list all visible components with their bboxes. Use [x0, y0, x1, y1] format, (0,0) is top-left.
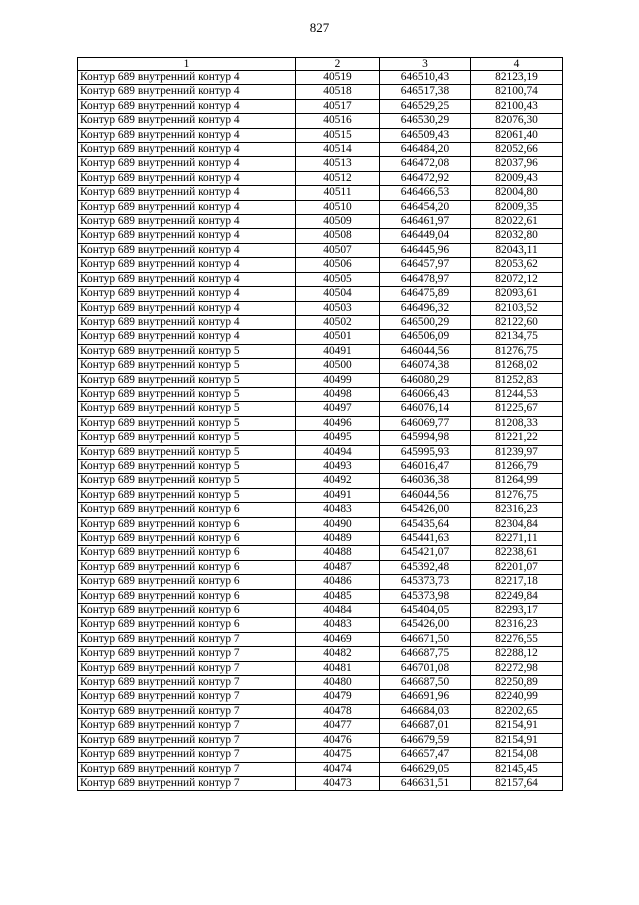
point-number-cell: 40490: [296, 517, 380, 531]
contour-name-cell: Контур 689 внутренний контур 4: [78, 243, 296, 257]
table-row: [78, 503, 563, 517]
x-coordinate-cell: 646679,59: [380, 733, 471, 747]
point-number-cell: 40469: [296, 632, 380, 646]
x-coordinate-cell: 646484,20: [380, 143, 471, 157]
contour-name-cell: Контур 689 внутренний контур 4: [78, 200, 296, 214]
y-coordinate-cell: 82293,17: [471, 604, 563, 618]
table-header-row: [78, 58, 563, 71]
y-coordinate-cell: 82271,11: [471, 532, 563, 546]
y-coordinate-cell: 82093,61: [471, 287, 563, 301]
table-row: [78, 488, 563, 502]
x-coordinate-cell: 646457,97: [380, 258, 471, 272]
x-coordinate-cell: 646500,29: [380, 315, 471, 329]
column-header-3: 3: [380, 58, 471, 71]
point-number-cell: 40513: [296, 157, 380, 171]
contour-name-cell: Контур 689 внутренний контур 5: [78, 474, 296, 488]
x-coordinate-cell: 646510,43: [380, 71, 471, 85]
y-coordinate-cell: 82316,23: [471, 503, 563, 517]
y-coordinate-cell: 82316,23: [471, 618, 563, 632]
contour-name-cell: Контур 689 внутренний контур 7: [78, 661, 296, 675]
x-coordinate-cell: 646461,97: [380, 215, 471, 229]
y-coordinate-cell: 82154,91: [471, 719, 563, 733]
table-row: [78, 258, 563, 272]
table-row: [78, 604, 563, 618]
point-number-cell: 40481: [296, 661, 380, 675]
contour-name-cell: Контур 689 внутренний контур 4: [78, 114, 296, 128]
x-coordinate-cell: 645426,00: [380, 503, 471, 517]
y-coordinate-cell: 82022,61: [471, 215, 563, 229]
y-coordinate-cell: 82238,61: [471, 546, 563, 560]
point-number-cell: 40492: [296, 474, 380, 488]
contour-name-cell: Контур 689 внутренний контур 6: [78, 546, 296, 560]
contour-name-cell: Контур 689 внутренний контур 4: [78, 171, 296, 185]
point-number-cell: 40510: [296, 200, 380, 214]
table-row: [78, 748, 563, 762]
point-number-cell: 40518: [296, 85, 380, 99]
contour-name-cell: Контур 689 внутренний контур 6: [78, 532, 296, 546]
point-number-cell: 40488: [296, 546, 380, 560]
table-row: [78, 200, 563, 214]
y-coordinate-cell: 81264,99: [471, 474, 563, 488]
y-coordinate-cell: 82061,40: [471, 128, 563, 142]
y-coordinate-cell: 82103,52: [471, 301, 563, 315]
table-row: [78, 157, 563, 171]
x-coordinate-cell: 646044,56: [380, 344, 471, 358]
x-coordinate-cell: 646631,51: [380, 776, 471, 790]
y-coordinate-cell: 82201,07: [471, 560, 563, 574]
y-coordinate-cell: 81244,53: [471, 387, 563, 401]
point-number-cell: 40483: [296, 618, 380, 632]
point-number-cell: 40519: [296, 71, 380, 85]
contour-name-cell: Контур 689 внутренний контур 7: [78, 733, 296, 747]
table-row: [78, 229, 563, 243]
x-coordinate-cell: 646687,75: [380, 647, 471, 661]
column-header-1: 1: [78, 58, 296, 71]
point-number-cell: 40491: [296, 344, 380, 358]
table-row: [78, 344, 563, 358]
table-row: [78, 431, 563, 445]
y-coordinate-cell: 81239,97: [471, 445, 563, 459]
contour-name-cell: Контур 689 внутренний контур 4: [78, 128, 296, 142]
y-coordinate-cell: 82009,43: [471, 171, 563, 185]
point-number-cell: 40504: [296, 287, 380, 301]
point-number-cell: 40517: [296, 99, 380, 113]
x-coordinate-cell: 646044,56: [380, 488, 471, 502]
table-row: [78, 128, 563, 142]
point-number-cell: 40480: [296, 676, 380, 690]
table-row: [78, 690, 563, 704]
contour-name-cell: Контур 689 внутренний контур 4: [78, 85, 296, 99]
table-row: [78, 287, 563, 301]
point-number-cell: 40505: [296, 272, 380, 286]
table-row: [78, 532, 563, 546]
contour-name-cell: Контур 689 внутренний контур 6: [78, 517, 296, 531]
contour-name-cell: Контур 689 внутренний контур 7: [78, 676, 296, 690]
y-coordinate-cell: 82032,80: [471, 229, 563, 243]
x-coordinate-cell: 646454,20: [380, 200, 471, 214]
table-body: [78, 71, 563, 791]
x-coordinate-cell: 646076,14: [380, 402, 471, 416]
table-row: [78, 575, 563, 589]
y-coordinate-cell: 82240,99: [471, 690, 563, 704]
table-row: [78, 416, 563, 430]
contour-name-cell: Контур 689 внутренний контур 4: [78, 272, 296, 286]
contour-name-cell: Контур 689 внутренний контур 7: [78, 690, 296, 704]
contour-name-cell: Контур 689 внутренний контур 4: [78, 287, 296, 301]
y-coordinate-cell: 82249,84: [471, 589, 563, 603]
x-coordinate-cell: 646530,29: [380, 114, 471, 128]
point-number-cell: 40501: [296, 330, 380, 344]
y-coordinate-cell: 82053,62: [471, 258, 563, 272]
contour-name-cell: Контур 689 внутренний контур 4: [78, 186, 296, 200]
y-coordinate-cell: 82037,96: [471, 157, 563, 171]
y-coordinate-cell: 81276,75: [471, 344, 563, 358]
table-row: [78, 272, 563, 286]
y-coordinate-cell: 82009,35: [471, 200, 563, 214]
y-coordinate-cell: 82072,12: [471, 272, 563, 286]
x-coordinate-cell: 645373,73: [380, 575, 471, 589]
y-coordinate-cell: 82123,19: [471, 71, 563, 85]
contour-name-cell: Контур 689 внутренний контур 6: [78, 560, 296, 574]
contour-name-cell: Контур 689 внутренний контур 7: [78, 748, 296, 762]
x-coordinate-cell: 645994,98: [380, 431, 471, 445]
x-coordinate-cell: 646657,47: [380, 748, 471, 762]
contour-name-cell: Контур 689 внутренний контур 6: [78, 604, 296, 618]
x-coordinate-cell: 646472,92: [380, 171, 471, 185]
table-row: [78, 589, 563, 603]
contour-name-cell: Контур 689 внутренний контур 7: [78, 776, 296, 790]
y-coordinate-cell: 82154,91: [471, 733, 563, 747]
table-row: [78, 560, 563, 574]
contour-name-cell: Контур 689 внутренний контур 7: [78, 719, 296, 733]
point-number-cell: 40484: [296, 604, 380, 618]
table-row: [78, 719, 563, 733]
y-coordinate-cell: 82217,18: [471, 575, 563, 589]
page-number: 827: [309, 20, 330, 35]
table-row: [78, 733, 563, 747]
y-coordinate-cell: 82304,84: [471, 517, 563, 531]
contour-name-cell: Контур 689 внутренний контур 4: [78, 330, 296, 344]
point-number-cell: 40515: [296, 128, 380, 142]
table-row: [78, 143, 563, 157]
y-coordinate-cell: 82076,30: [471, 114, 563, 128]
point-number-cell: 40482: [296, 647, 380, 661]
point-number-cell: 40496: [296, 416, 380, 430]
y-coordinate-cell: 81208,33: [471, 416, 563, 430]
point-number-cell: 40473: [296, 776, 380, 790]
point-number-cell: 40495: [296, 431, 380, 445]
point-number-cell: 40507: [296, 243, 380, 257]
contour-name-cell: Контур 689 внутренний контур 5: [78, 431, 296, 445]
point-number-cell: 40498: [296, 387, 380, 401]
x-coordinate-cell: 646517,38: [380, 85, 471, 99]
point-number-cell: 40476: [296, 733, 380, 747]
contour-name-cell: Контур 689 внутренний контур 5: [78, 387, 296, 401]
table-row: [78, 445, 563, 459]
y-coordinate-cell: 82052,66: [471, 143, 563, 157]
table-row: [78, 71, 563, 85]
point-number-cell: 40483: [296, 503, 380, 517]
x-coordinate-cell: 645392,48: [380, 560, 471, 574]
contour-name-cell: Контур 689 внутренний контур 4: [78, 229, 296, 243]
x-coordinate-cell: 646701,08: [380, 661, 471, 675]
x-coordinate-cell: 645373,98: [380, 589, 471, 603]
point-number-cell: 40475: [296, 748, 380, 762]
x-coordinate-cell: 646509,43: [380, 128, 471, 142]
point-number-cell: 40486: [296, 575, 380, 589]
table-row: [78, 330, 563, 344]
x-coordinate-cell: 645421,07: [380, 546, 471, 560]
point-number-cell: 40511: [296, 186, 380, 200]
contour-name-cell: Контур 689 внутренний контур 7: [78, 647, 296, 661]
y-coordinate-cell: 81266,79: [471, 459, 563, 473]
y-coordinate-cell: 82288,12: [471, 647, 563, 661]
point-number-cell: 40474: [296, 762, 380, 776]
y-coordinate-cell: 82202,65: [471, 704, 563, 718]
contour-name-cell: Контур 689 внутренний контур 6: [78, 589, 296, 603]
x-coordinate-cell: 646629,05: [380, 762, 471, 776]
table-row: [78, 676, 563, 690]
point-number-cell: 40499: [296, 373, 380, 387]
contour-name-cell: Контур 689 внутренний контур 5: [78, 488, 296, 502]
contour-name-cell: Контур 689 внутренний контур 7: [78, 762, 296, 776]
x-coordinate-cell: 646069,77: [380, 416, 471, 430]
x-coordinate-cell: 645404,05: [380, 604, 471, 618]
table-row: [78, 171, 563, 185]
table-row: [78, 517, 563, 531]
table-row: [78, 99, 563, 113]
point-number-cell: 40497: [296, 402, 380, 416]
contour-name-cell: Контур 689 внутренний контур 5: [78, 344, 296, 358]
contour-name-cell: Контур 689 внутренний контур 4: [78, 315, 296, 329]
table-row: [78, 704, 563, 718]
contour-name-cell: Контур 689 внутренний контур 4: [78, 71, 296, 85]
table-row: [78, 661, 563, 675]
x-coordinate-cell: 646445,96: [380, 243, 471, 257]
table-row: [78, 402, 563, 416]
table-row: [78, 762, 563, 776]
contour-name-cell: Контур 689 внутренний контур 6: [78, 618, 296, 632]
table-row: [78, 618, 563, 632]
x-coordinate-cell: 646080,29: [380, 373, 471, 387]
y-coordinate-cell: 82134,75: [471, 330, 563, 344]
y-coordinate-cell: 81221,22: [471, 431, 563, 445]
contour-name-cell: Контур 689 внутренний контур 5: [78, 402, 296, 416]
point-number-cell: 40508: [296, 229, 380, 243]
point-number-cell: 40514: [296, 143, 380, 157]
x-coordinate-cell: 646472,08: [380, 157, 471, 171]
coordinates-table: [77, 57, 563, 791]
x-coordinate-cell: 645441,63: [380, 532, 471, 546]
y-coordinate-cell: 81225,67: [471, 402, 563, 416]
y-coordinate-cell: 82145,45: [471, 762, 563, 776]
contour-name-cell: Контур 689 внутренний контур 6: [78, 575, 296, 589]
x-coordinate-cell: 646671,50: [380, 632, 471, 646]
y-coordinate-cell: 82122,60: [471, 315, 563, 329]
x-coordinate-cell: 646687,01: [380, 719, 471, 733]
contour-name-cell: Контур 689 внутренний контур 7: [78, 632, 296, 646]
contour-name-cell: Контур 689 внутренний контур 4: [78, 301, 296, 315]
column-header-4: 4: [471, 58, 563, 71]
y-coordinate-cell: 82276,55: [471, 632, 563, 646]
y-coordinate-cell: 82250,89: [471, 676, 563, 690]
table-row: [78, 647, 563, 661]
point-number-cell: 40500: [296, 359, 380, 373]
contour-name-cell: Контур 689 внутренний контур 5: [78, 416, 296, 430]
table-row: [78, 85, 563, 99]
point-number-cell: 40494: [296, 445, 380, 459]
contour-name-cell: Контур 689 внутренний контур 4: [78, 215, 296, 229]
x-coordinate-cell: 646475,89: [380, 287, 471, 301]
table-row: [78, 474, 563, 488]
point-number-cell: 40493: [296, 459, 380, 473]
point-number-cell: 40516: [296, 114, 380, 128]
y-coordinate-cell: 81276,75: [471, 488, 563, 502]
x-coordinate-cell: 646449,04: [380, 229, 471, 243]
y-coordinate-cell: 82043,11: [471, 243, 563, 257]
x-coordinate-cell: 646036,38: [380, 474, 471, 488]
table-row: [78, 301, 563, 315]
y-coordinate-cell: 82100,74: [471, 85, 563, 99]
point-number-cell: 40479: [296, 690, 380, 704]
contour-name-cell: Контур 689 внутренний контур 5: [78, 459, 296, 473]
y-coordinate-cell: 82100,43: [471, 99, 563, 113]
x-coordinate-cell: 645995,93: [380, 445, 471, 459]
table-row: [78, 546, 563, 560]
table-row: [78, 632, 563, 646]
x-coordinate-cell: 645426,00: [380, 618, 471, 632]
x-coordinate-cell: 646066,43: [380, 387, 471, 401]
point-number-cell: 40477: [296, 719, 380, 733]
point-number-cell: 40485: [296, 589, 380, 603]
y-coordinate-cell: 82004,80: [471, 186, 563, 200]
y-coordinate-cell: 82154,08: [471, 748, 563, 762]
point-number-cell: 40503: [296, 301, 380, 315]
y-coordinate-cell: 81252,83: [471, 373, 563, 387]
table-row: [78, 459, 563, 473]
contour-name-cell: Контур 689 внутренний контур 4: [78, 99, 296, 113]
contour-name-cell: Контур 689 внутренний контур 4: [78, 143, 296, 157]
x-coordinate-cell: 646506,09: [380, 330, 471, 344]
table-row: [78, 315, 563, 329]
table-row: [78, 359, 563, 373]
contour-name-cell: Контур 689 внутренний контур 4: [78, 258, 296, 272]
contour-name-cell: Контур 689 внутренний контур 7: [78, 704, 296, 718]
x-coordinate-cell: 646466,53: [380, 186, 471, 200]
point-number-cell: 40478: [296, 704, 380, 718]
contour-name-cell: Контур 689 внутренний контур 5: [78, 445, 296, 459]
contour-name-cell: Контур 689 внутренний контур 5: [78, 373, 296, 387]
contour-name-cell: Контур 689 внутренний контур 6: [78, 503, 296, 517]
x-coordinate-cell: 646691,96: [380, 690, 471, 704]
y-coordinate-cell: 81268,02: [471, 359, 563, 373]
y-coordinate-cell: 82272,98: [471, 661, 563, 675]
point-number-cell: 40509: [296, 215, 380, 229]
x-coordinate-cell: 646687,50: [380, 676, 471, 690]
x-coordinate-cell: 646016,47: [380, 459, 471, 473]
table-row: [78, 215, 563, 229]
contour-name-cell: Контур 689 внутренний контур 5: [78, 359, 296, 373]
table-row: [78, 243, 563, 257]
x-coordinate-cell: 646074,38: [380, 359, 471, 373]
x-coordinate-cell: 645435,64: [380, 517, 471, 531]
table-row: [78, 373, 563, 387]
y-coordinate-cell: 82157,64: [471, 776, 563, 790]
point-number-cell: 40502: [296, 315, 380, 329]
point-number-cell: 40489: [296, 532, 380, 546]
point-number-cell: 40506: [296, 258, 380, 272]
point-number-cell: 40487: [296, 560, 380, 574]
x-coordinate-cell: 646496,32: [380, 301, 471, 315]
table-row: [78, 387, 563, 401]
contour-name-cell: Контур 689 внутренний контур 4: [78, 157, 296, 171]
column-header-2: 2: [296, 58, 380, 71]
table-row: [78, 186, 563, 200]
point-number-cell: 40491: [296, 488, 380, 502]
x-coordinate-cell: 646478,97: [380, 272, 471, 286]
point-number-cell: 40512: [296, 171, 380, 185]
table-row: [78, 114, 563, 128]
x-coordinate-cell: 646684,03: [380, 704, 471, 718]
table-row: [78, 776, 563, 790]
x-coordinate-cell: 646529,25: [380, 99, 471, 113]
